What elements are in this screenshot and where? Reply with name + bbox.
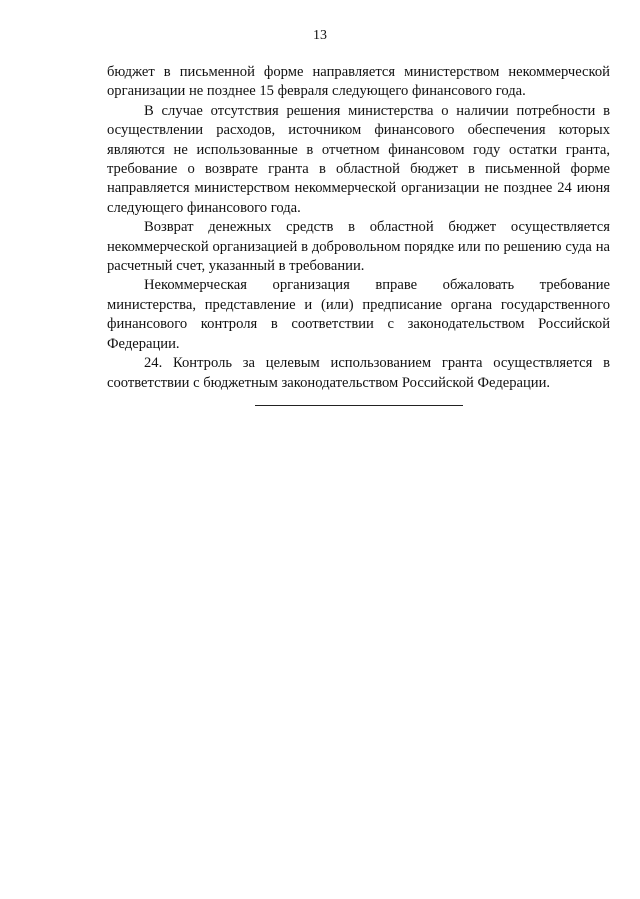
paragraph-continuation: бюджет в письменной форме направляется министерством некоммерческой организации не позднее 15 февраля следующего финансового года. (107, 64, 610, 100)
paragraph-refund-requirement: В случае отсутствия решения министерства о наличии потребности в осуществлении расходов, источником финансового обеспечения которых являются не использованные в отчетном финансовом году остатки гранта, требование о возврате гранта в областной бюджет в письменной форме направляется министерством некоммерческой организации не позднее 24 июня следующего финансового года. (107, 102, 610, 216)
document-body (107, 63, 610, 393)
paragraph-clause-24: 24. Контроль за целевым использованием гранта осуществляется в соответствии с бюджетным законодательством Российской Федерации. (107, 355, 610, 391)
page-number: 13 (313, 28, 327, 43)
end-of-document-line (255, 405, 463, 406)
paragraph-refund-procedure: Возврат денежных средств в областной бюджет осуществляется некоммерческой организацией в добровольном порядке или по решению суда на расчетный счет, указанный в требовании. (107, 219, 610, 275)
paragraph-appeal-right: Некоммерческая организация вправе обжаловать требование министерства, представление и (или) предписание органа государственного финансового контроля в соответствии с законодательством Российской Федерации. (107, 277, 610, 352)
